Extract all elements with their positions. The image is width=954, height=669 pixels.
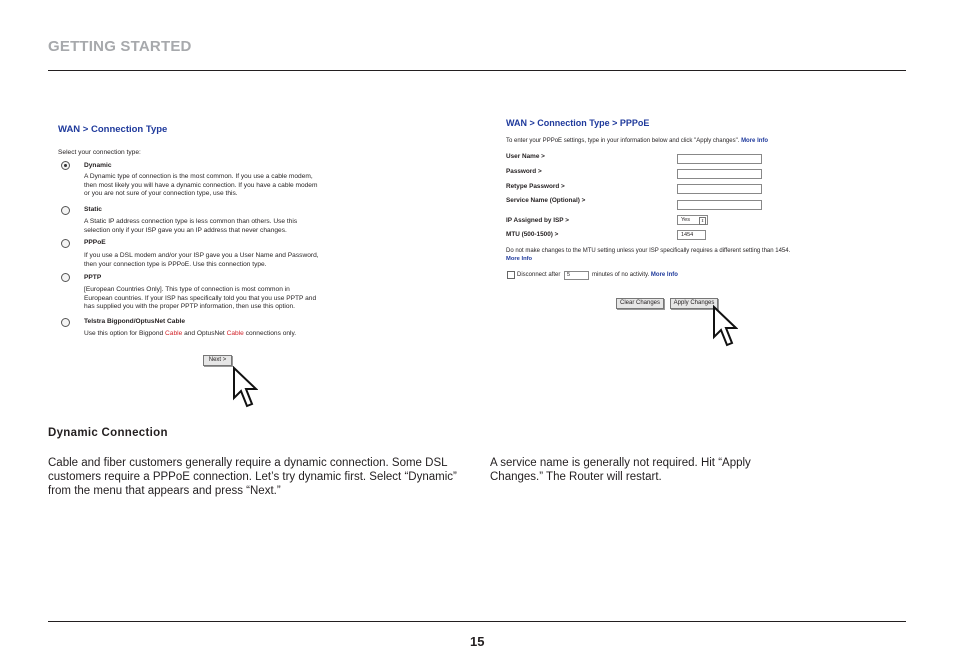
top-divider	[48, 70, 906, 71]
select-arrows-icon: ⇕	[700, 218, 705, 223]
service-name-input[interactable]	[677, 200, 762, 210]
mouse-pointer-icon	[232, 366, 258, 410]
option-dynamic-desc: A Dynamic type of connection is the most common. If you use a cable modem, then most likely you will have a dynamic connection. If you have a cable modem or you are not sure of your connection type, use this.	[84, 173, 318, 198]
radio-pptp[interactable]	[61, 273, 70, 282]
apply-changes-button[interactable]: Apply Changes	[670, 298, 718, 309]
radio-pppoe[interactable]	[61, 239, 70, 248]
retype-password-input[interactable]	[677, 184, 762, 194]
retype-password-label: Retype Password >	[506, 183, 565, 190]
option-static-desc: A Static IP address connection type is less common than others. Use this selection only if your ISP gave you an IP address that never changes.	[84, 218, 298, 234]
pppoe-screenshot	[506, 116, 806, 351]
mtu-note: Do not make changes to the MTU setting unless your ISP specifically requires a different setting than 1454.	[506, 248, 791, 254]
pppoe-title: WAN > Connection Type > PPPoE	[506, 118, 650, 128]
mtu-label: MTU (500-1500) >	[506, 231, 559, 238]
caption-heading: Dynamic Connection	[48, 427, 168, 439]
disconnect-prefix: Disconnect after	[517, 272, 561, 278]
clear-changes-button[interactable]: Clear Changes	[616, 298, 664, 309]
option-pppoe-desc: If you use a DSL modem and/or your ISP gave you a User Name and Password, then your connection type is PPPoE. Use this connection type.	[84, 252, 319, 268]
disconnect-checkbox[interactable]	[507, 271, 515, 279]
mtu-input[interactable]: 1454	[677, 230, 706, 240]
user-name-input[interactable]	[677, 154, 762, 164]
option-pptp-desc: [European Countries Only]. This type of connection is most common in European countries. If your ISP has specifically told you that you use PPTP and has supplied you with the proper PPTP information, then use this option.	[84, 286, 317, 311]
mouse-pointer-icon	[712, 305, 738, 349]
caption-right-text: A service name is generally not required. Hit “Apply Changes.” The Router will restart.	[490, 457, 751, 483]
connection-type-title: WAN > Connection Type	[58, 124, 168, 135]
pppoe-intro: To enter your PPPoE settings, type in your information below and click "Apply changes". More Info	[506, 138, 769, 144]
option-telstra-label: Telstra Bigpond/OptusNet Cable	[84, 318, 185, 325]
connection-type-prompt: Select your connection type:	[58, 149, 141, 156]
page-number: 15	[470, 634, 485, 649]
ip-assigned-select[interactable]: Yes ⇕	[677, 215, 708, 225]
radio-static[interactable]	[61, 206, 70, 215]
disconnect-suffix: minutes of no activity. More Info	[592, 272, 678, 278]
caption-left-text: Cable and fiber customers generally require a dynamic connection. Some DSL customers require a PPPoE connection. Let’s try dynamic first. Select “Dynamic” from the menu that appears and press “Next.”	[48, 457, 457, 497]
section-header: GETTING STARTED	[48, 38, 192, 55]
option-telstra-desc: Use this option for Bigpond Cable and OptusNet Cable connections only.	[84, 330, 297, 337]
user-name-label: User Name >	[506, 153, 545, 160]
bottom-divider	[48, 621, 906, 622]
password-input[interactable]	[677, 169, 762, 179]
next-button[interactable]: Next >	[203, 355, 232, 366]
mtu-more-info-link[interactable]: More Info	[506, 256, 533, 262]
option-pppoe-label: PPPoE	[84, 239, 106, 246]
ip-assigned-label: IP Assigned by ISP >	[506, 217, 569, 224]
radio-telstra[interactable]	[61, 318, 70, 327]
more-info-link[interactable]: More Info	[741, 138, 769, 144]
service-name-label: Service Name (Optional) >	[506, 197, 586, 204]
option-dynamic-label: Dynamic	[84, 162, 112, 169]
password-label: Password >	[506, 168, 542, 175]
connection-type-screenshot	[58, 122, 358, 412]
disconnect-minutes-input[interactable]: 5	[564, 271, 589, 280]
option-pptp-label: PPTP	[84, 274, 102, 281]
option-static-label: Static	[84, 206, 102, 213]
radio-dynamic[interactable]	[61, 161, 70, 170]
